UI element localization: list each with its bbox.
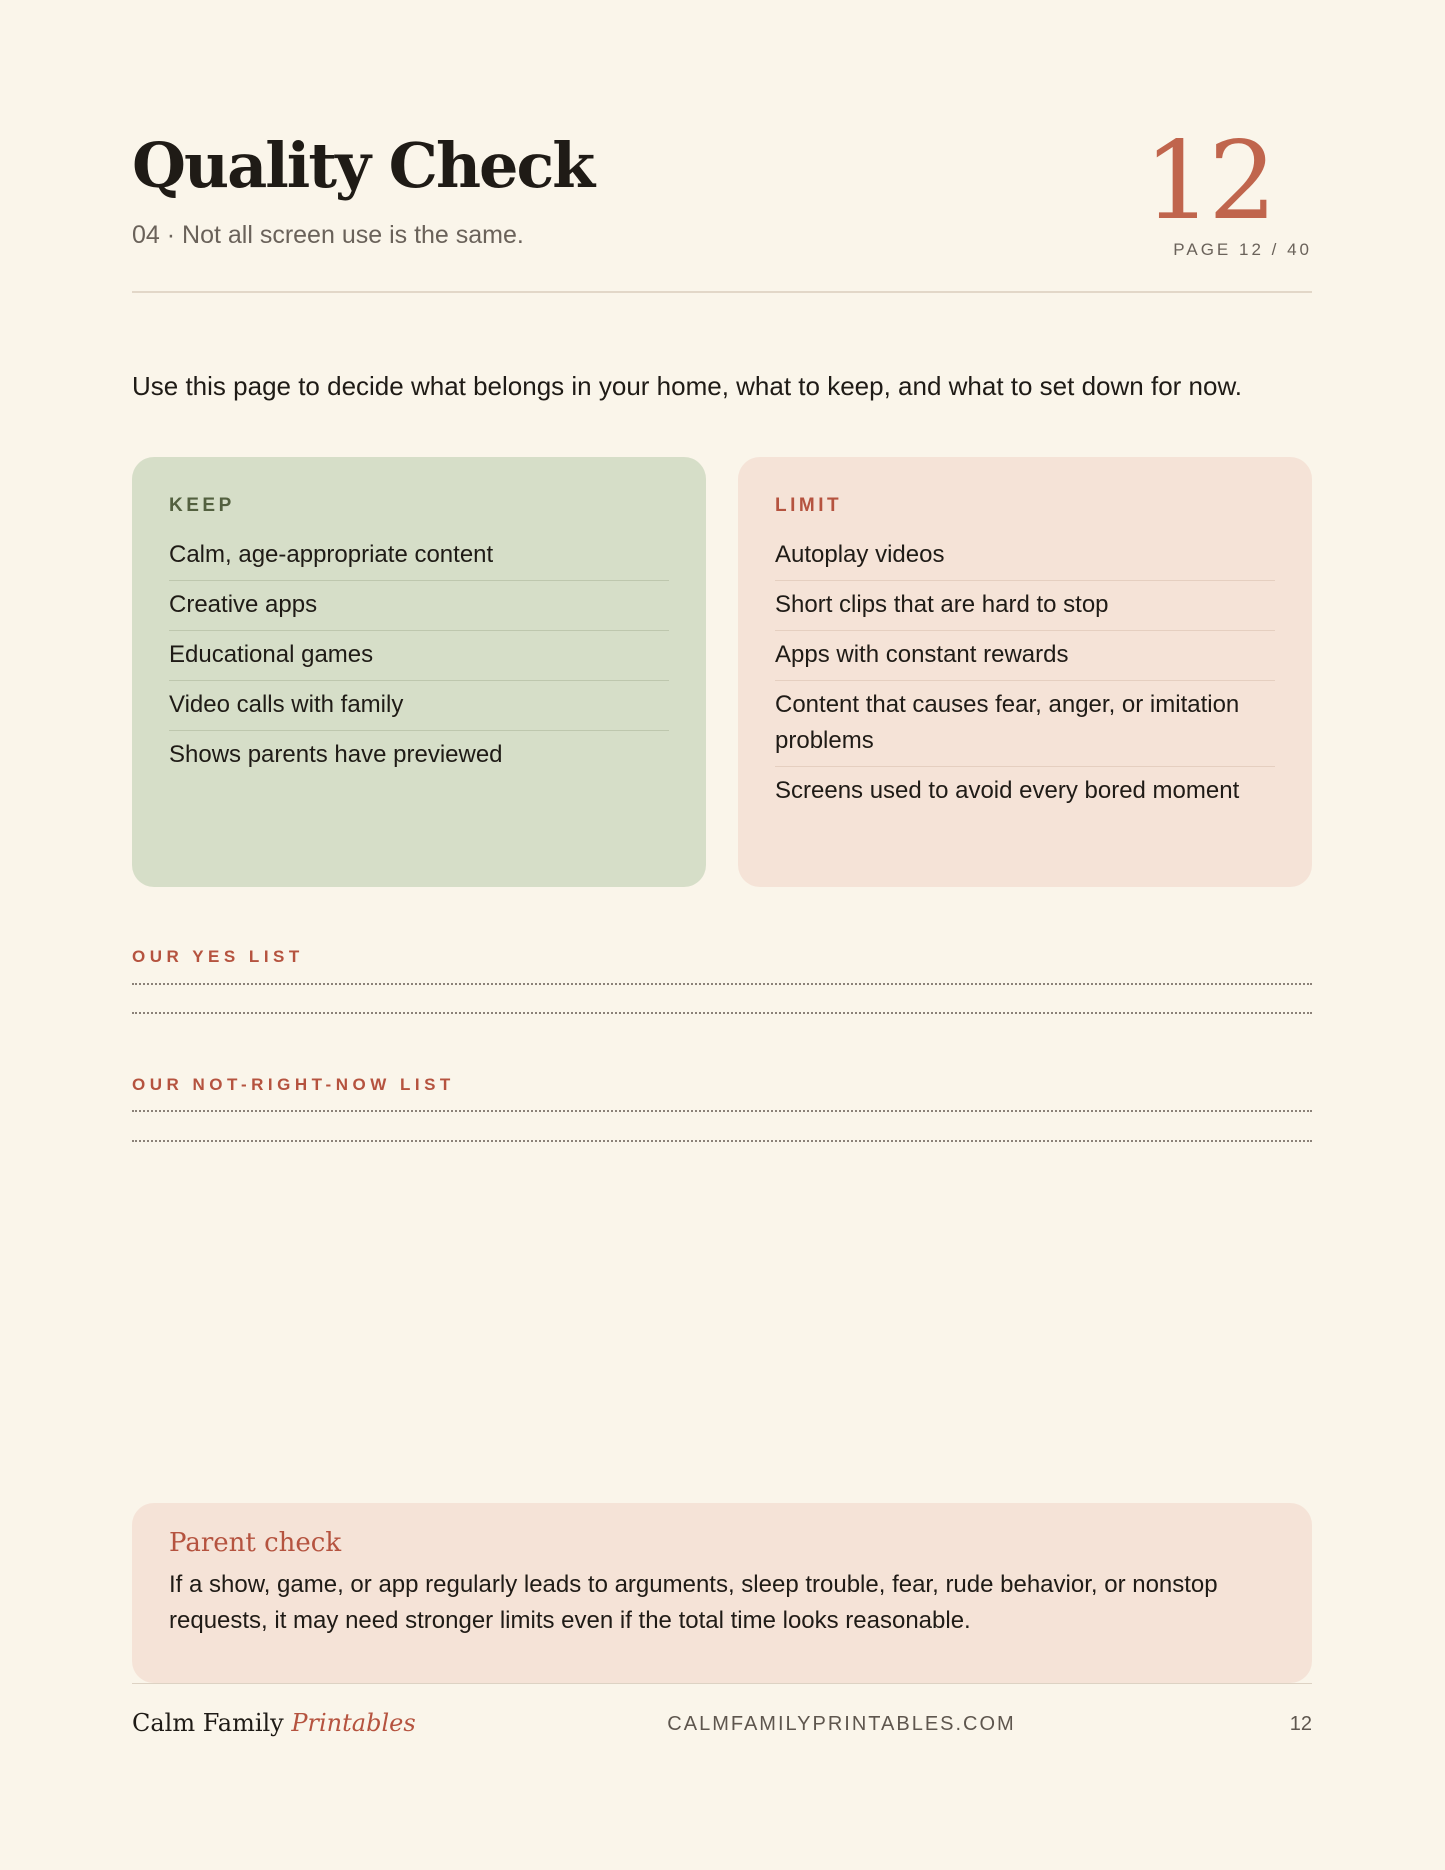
limit-heading: LIMIT xyxy=(775,495,843,516)
keep-item: Shows parents have previewed xyxy=(169,730,669,780)
not-now-list-label: OUR NOT-RIGHT-NOW LIST xyxy=(132,1075,455,1094)
keep-item: Video calls with family xyxy=(169,680,669,730)
limit-item: Short clips that are hard to stop xyxy=(775,580,1275,630)
page-counter: PAGE 12 / 40 xyxy=(1173,240,1312,259)
intro-text: Use this page to decide what belongs in your home, what to keep, and what to set down for now. xyxy=(132,371,1243,401)
keep-heading: KEEP xyxy=(169,495,235,516)
parent-check-body: If a show, game, or app regularly leads to arguments, sleep trouble, fear, rude behavior, or nonstop requests, it may need stronger limits even if the total time looks reasonable. xyxy=(169,1571,1218,1634)
page-subtitle: 04 · Not all screen use is the same. xyxy=(132,221,524,249)
footer-website: CALMFAMILYPRINTABLES.COM xyxy=(667,1713,1016,1735)
footer-divider xyxy=(132,1683,1312,1684)
keep-item: Calm, age-appropriate content xyxy=(169,541,494,568)
limit-item: Apps with constant rewards xyxy=(775,630,1275,680)
limit-item: Screens used to avoid every bored moment xyxy=(775,766,1275,816)
yes-list-write-line[interactable] xyxy=(132,1012,1312,1014)
keep-item: Creative apps xyxy=(169,580,669,630)
limit-item: Content that causes fear, anger, or imitation problems xyxy=(775,680,1275,766)
yes-list-write-line[interactable] xyxy=(132,983,1312,985)
keep-card xyxy=(132,457,706,887)
limit-card xyxy=(738,457,1312,887)
parent-check-callout xyxy=(132,1503,1312,1683)
limit-item: Autoplay videos xyxy=(775,541,945,568)
limit-list xyxy=(775,531,1275,816)
keep-item: Educational games xyxy=(169,630,669,680)
brand-name: Calm Family xyxy=(132,1709,284,1737)
page-title: Quality Check xyxy=(132,129,594,202)
page-number-large: 12 xyxy=(1143,119,1273,244)
yes-list-label: OUR YES LIST xyxy=(132,947,304,966)
brand-accent: Printables xyxy=(291,1709,416,1737)
keep-list xyxy=(169,531,669,780)
header-divider xyxy=(132,291,1312,293)
not-now-list-write-line[interactable] xyxy=(132,1110,1312,1112)
not-now-list-write-line[interactable] xyxy=(132,1140,1312,1142)
parent-check-title: Parent check xyxy=(169,1528,342,1558)
footer-page-number: 12 xyxy=(1289,1713,1312,1735)
